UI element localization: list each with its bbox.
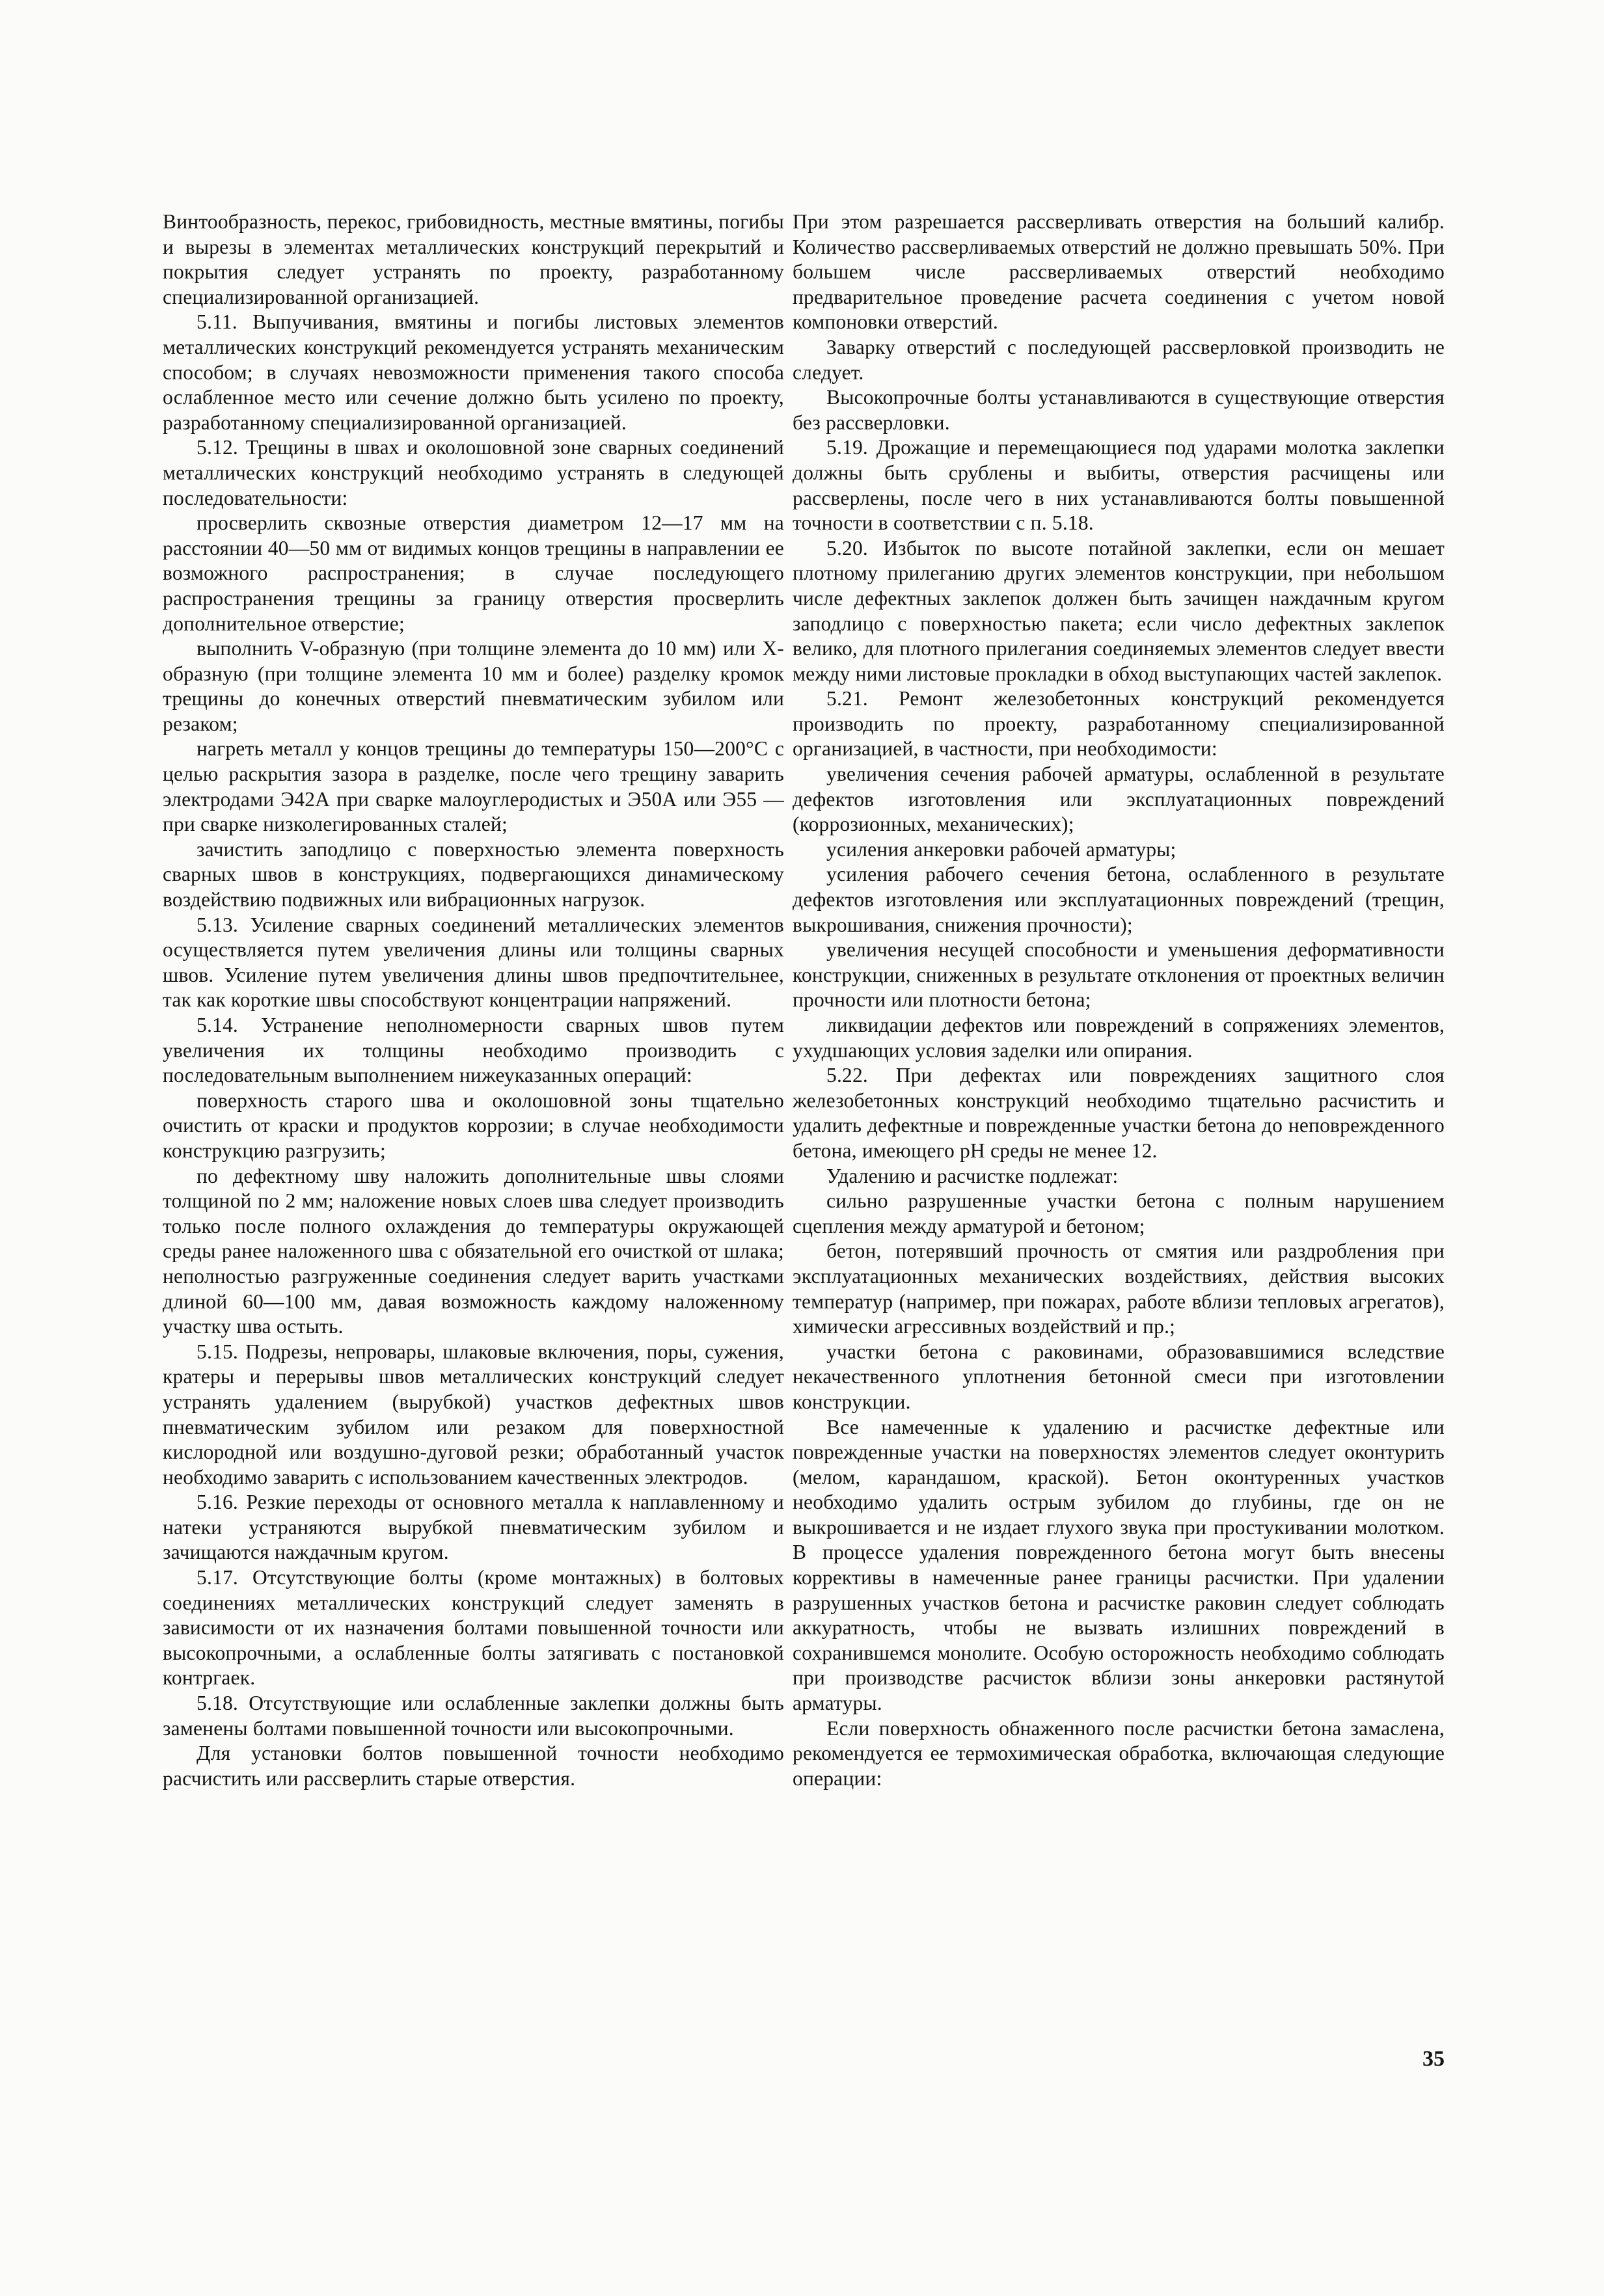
paragraph: ликвидации дефектов или повреждений в сопряжениях элементов, ухудшающих условия заделки или опирания. (793, 1014, 1445, 1062)
paragraph: 5.17. Отсутствующие болты (кроме монтажных) в болтовых соединениях металлических конструкций следует заменять в зависимости от их назначения болтами повышенной точности или высокопрочными, а ослабленные болты затягивать с постановкой контргаек. (163, 1566, 784, 1690)
paragraph: участки бетона с раковинами, образовавшимися вследствие некачественного уплотнения бетонной смеси при изготовлении конструкции. (793, 1340, 1445, 1413)
paragraph: 5.22. При дефектах или повреждениях защитного слоя железобетонных конструкций необходимо тщательно расчистить и удалить дефектные и поврежденные участки бетона до неповрежденного бетона, имеющего pH среды не менее 12. (793, 1064, 1445, 1162)
paragraph: сильно разрушенные участки бетона с полным нарушением сцепления между арматурой и бетоном; (793, 1189, 1445, 1237)
paragraph: Для установки болтов повышенной точности необходимо расчистить или рассверлить старые отверстия. (163, 1742, 784, 1790)
paragraph: поверхность старого шва и околошовной зоны тщательно очистить от краски и продуктов коррозии; в случае необходимости конструкцию разгрузить; (163, 1088, 784, 1162)
paragraph: Винтообразность, перекос, грибовидность, местные вмятины, погибы и вырезы в элементах металлических конструкций перекрытий и покрытия следует устранять по проекту, разработанному специализированной организацией. (163, 210, 784, 308)
paragraph: 5.12. Трещины в швах и околошовной зоне сварных соединений металлических конструкций необходимо устранять в следующей последовательности: (163, 436, 784, 509)
paragraph: 5.19. Дрожащие и перемещающиеся под ударами молотка заклепки должны быть срублены и выбиты, отверстия расчищены или рассверлены, после чего в них устанавливаются болты повышенной точности в соответствии с п. 5.18. (793, 436, 1445, 535)
paragraph: 5.15. Подрезы, непровары, шлаковые включения, поры, сужения, кратеры и перерывы швов металлических конструкций следует устранять удалением (вырубкой) участков дефектных швов пневматическим зубилом или резаком для поверхностной кислородной или воздушно-дуговой резки; обработанный участок необходимо заварить с использованием качественных электродов. (163, 1340, 784, 1489)
paragraph: Если поверхность обнаженного после расчистки бетона замаслена, рекомендуется ее термохимическая обработка, включающая следующие операции: (793, 1716, 1445, 1790)
right-column (793, 209, 1445, 2174)
paragraph: 5.16. Резкие переходы от основного металла к наплавленному и натеки устраняются вырубкой пневматическим зубилом и зачищаются наждачным кругом. (163, 1491, 784, 1564)
paragraph: выполнить V-образную (при толщине элемента до 10 мм) или Х-образную (при толщине элемента 10 мм и более) разделку кромок трещины до конечных отверстий пневматическим зубилом или резаком; (163, 637, 784, 735)
paragraph: Удалению и расчистке подлежат: (826, 1164, 1119, 1187)
paragraph: 5.14. Устранение неполномерности сварных швов путем увеличения их толщины необходимо производить с последовательным выполнением нижеуказанных операций: (163, 1014, 784, 1087)
left-column (163, 209, 784, 2174)
paragraph: усиления рабочего сечения бетона, ослабленного в результате дефектов изготовления или эксплуатационных повреждений (трещин, выкрошивания, снижения прочности); (793, 863, 1445, 936)
paragraph: просверлить сквозные отверстия диаметром 12—17 мм на расстоянии 40—50 мм от видимых концов трещины в направлении ее возможного распространения; в случае последующего распространения трещины за границу отверстия просверлить дополнительное отверстие; (163, 511, 784, 635)
paragraph: 5.21. Ремонт железобетонных конструкций рекомендуется производить по проекту, разработанному специализированной организацией, в частности, при необходимости: (793, 687, 1445, 761)
paragraph: 5.11. Выпучивания, вмятины и погибы листовых элементов металлических конструкций рекомендуется устранять механическим способом; в случаях невозможности применения такого способа ослабленное место или сечение должно быть усилено по проекту, разработанному специализированной организацией. (163, 310, 784, 434)
paragraph: по дефектному шву наложить дополнительные швы слоями толщиной по 2 мм; наложение новых слоев шва следует производить только после полного охлаждения до температуры окружающей среды ранее наложенного шва с обязательной его очисткой от шлака; неполностью разгруженные соединения следует варить участками длиной 60—100 мм, давая возможность каждому наложенному участку шва остыть. (163, 1164, 784, 1338)
page-number: 35 (1422, 2047, 1445, 2071)
paragraph: 5.18. Отсутствующие или ослабленные заклепки должны быть заменены болтами повышенной точности или высокопрочными. (163, 1692, 784, 1740)
paragraph: 5.20. Избыток по высоте потайной заклепки, если он мешает плотному прилеганию других элементов конструкции, при небольшом числе дефектных заклепок должен быть зачищен наждачным кругом заподлицо с поверхностью пакета; если число дефектных заклепок велико, для плотного прилегания соединяемых элементов следует ввести между ними листовые прокладки в обход выступающих частей заклепок. (793, 536, 1445, 685)
paragraph: 5.13. Усиление сварных соединений металлических элементов осуществляется путем увеличения длины или толщины сварных швов. Усиление путем увеличения длины швов предпочтительнее, так как короткие швы способствуют концентрации напряжений. (163, 913, 784, 1012)
paragraph: бетон, потерявший прочность от смятия или раздробления при эксплуатационных механических воздействиях, действия высоких температур (например, при пожарах, работе вблизи тепловых агрегатов), химически агрессивных воздействий и пр.; (793, 1239, 1445, 1338)
paragraph: При этом разрешается рассверливать отверстия на больший калибр. Количество рассверливаемых отверстий не должно превышать 50%. При большем числе рассверливаемых отверстий необходимо предварительное проведение расчета соединения с учетом новой компоновки отверстий. (793, 210, 1445, 334)
paragraph: увеличения несущей способности и уменьшения деформативности конструкции, сниженных в результате отклонения от проектных величин прочности или плотности бетона; (793, 938, 1445, 1012)
paragraph: зачистить заподлицо с поверхностью элемента поверхность сварных швов в конструкциях, подвергающихся динамическому воздействию подвижных или вибрационных нагрузок. (163, 837, 784, 912)
paragraph: усиления анкеровки рабочей арматуры; (826, 837, 1176, 861)
paragraph: увеличения сечения рабочей арматуры, ослабленной в результате дефектов изготовления или эксплуатационных повреждений (коррозионных, механических); (793, 763, 1445, 836)
paragraph: Высокопрочные болты устанавливаются в существующие отверстия без рассверловки. (793, 386, 1445, 434)
paragraph: Заварку отверстий с последующей рассверловкой производить не следует. (793, 335, 1445, 384)
paragraph: Все намеченные к удалению и расчистке дефектные или поврежденные участки на поверхностях элементов следует оконтурить (мелом, карандашом, краской). Бетон оконтуренных участков необходимо удалить острым зубилом до глубины, где он не выкрошивается и не издает глухого звука при простукивании молотком. В процессе удаления поврежденного бетона могут быть внесены коррективы в намеченные ранее границы расчистки. При удалении разрушенных участков бетона и расчистке раковин следует соблюдать аккуратность, чтобы не вызвать излишних повреждений в сохранившемся монолите. Особую осторожность необходимо соблюдать при производстве расчисток вблизи зоны анкеровки растянутой арматуры. (793, 1415, 1445, 1715)
paragraph: нагреть металл у концов трещины до температуры 150—200°С с целью раскрытия зазора в разделке, после чего трещину заварить электродами Э42А при сварке малоуглеродистых и Э50А или Э55 — при сварке низколегированных сталей; (163, 737, 784, 836)
